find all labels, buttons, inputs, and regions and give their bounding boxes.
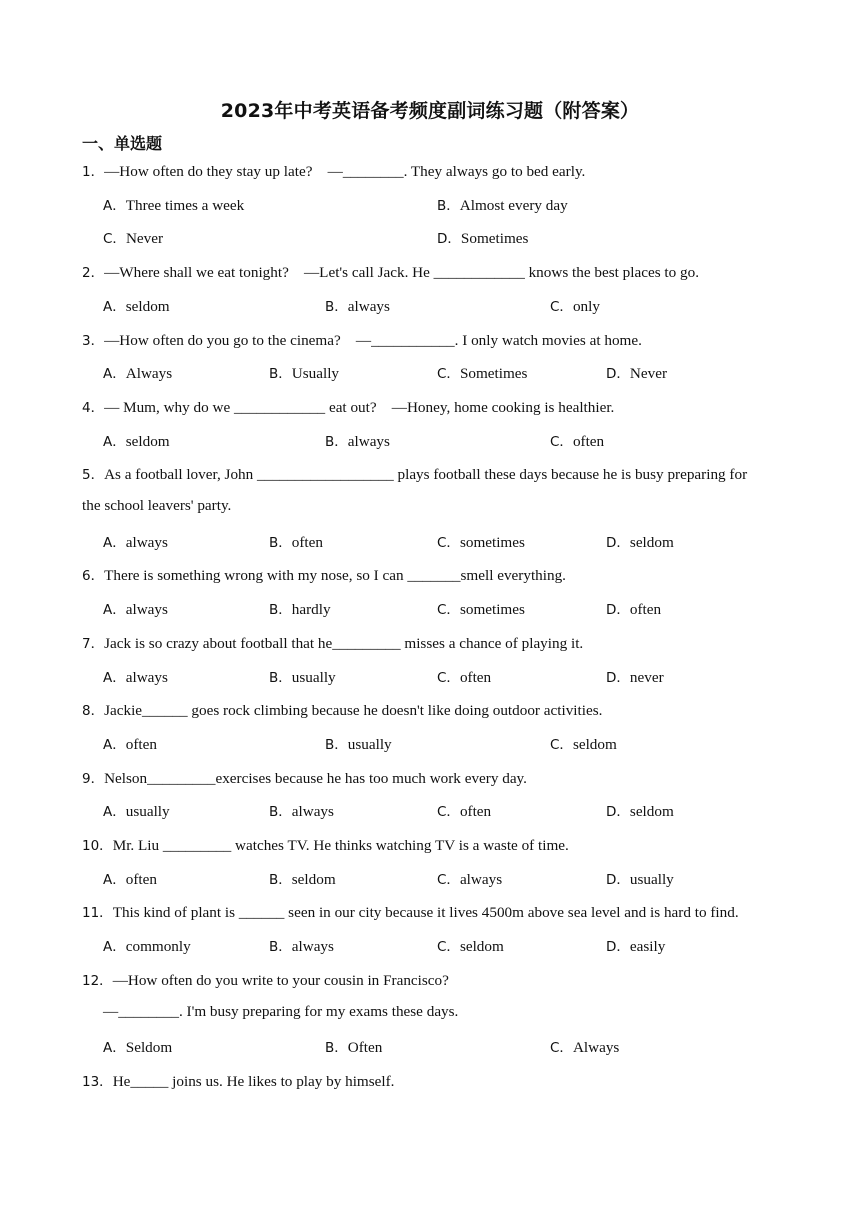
option-letter: B． (437, 197, 460, 214)
answer-option (103, 295, 170, 316)
option-text: hardly (291, 601, 331, 619)
answer-option (325, 1036, 382, 1057)
option-text: always (291, 803, 334, 821)
option-text: Seldom (125, 1039, 173, 1057)
answer-option (437, 868, 502, 889)
option-letter: A． (103, 366, 126, 383)
option-text: often (125, 735, 157, 753)
option-row (103, 194, 803, 214)
option-letter: D． (606, 939, 630, 956)
option-row (103, 800, 803, 820)
section-heading: 一、单选题 (82, 134, 163, 153)
option-text: always (125, 533, 168, 551)
question-text: Jack is so crazy about football that he_________ misses a chance of playing it. (104, 634, 584, 652)
option-letter: B． (269, 939, 292, 956)
question-number: 6． (82, 568, 105, 585)
answer-option (437, 666, 491, 687)
option-row (103, 430, 803, 450)
question-text: Nelson_________exercises because he has too much work every day. (104, 769, 527, 787)
question-text-continued: —________. I'm busy preparing for my exams these days. (103, 1002, 459, 1020)
question-text: —Where shall we eat tonight? —Let's call Jack. He ____________ knows the best places to go. (104, 264, 699, 282)
option-letter: A． (103, 197, 126, 214)
option-text: seldom (125, 432, 170, 450)
answer-option (269, 531, 323, 552)
question-number: 11． (82, 905, 113, 922)
question-number: 8． (82, 703, 105, 720)
question-text: Jackie______ goes rock climbing because he doesn't like doing outdoor activities. (104, 702, 603, 720)
answer-option (437, 362, 527, 383)
option-text: seldom (572, 735, 617, 753)
option-letter: B． (325, 433, 348, 450)
option-letter: C． (550, 298, 573, 315)
question-stem (82, 699, 602, 720)
question-stem (82, 969, 449, 990)
option-letter: D． (606, 534, 630, 551)
option-letter: D． (606, 804, 630, 821)
answer-option (103, 666, 168, 687)
answer-option (269, 362, 339, 383)
question-number: 3． (82, 332, 105, 349)
option-text: sometimes (459, 533, 525, 551)
option-text: often (629, 601, 662, 619)
option-letter: C． (437, 669, 460, 686)
question-stem (82, 564, 566, 585)
answer-option (269, 666, 336, 687)
option-letter: C． (550, 433, 573, 450)
option-letter: A． (103, 433, 126, 450)
answer-option (437, 935, 504, 956)
option-row (103, 868, 803, 888)
question-number: 4． (82, 399, 105, 416)
answer-option (269, 935, 334, 956)
option-text: often (572, 432, 605, 450)
option-letter: A． (103, 298, 126, 315)
option-text: always (459, 870, 503, 888)
question-stem (82, 261, 699, 282)
option-text: usually (629, 870, 674, 888)
answer-option (550, 733, 617, 754)
option-row (103, 227, 803, 247)
option-row (103, 295, 803, 315)
answer-option (550, 1036, 619, 1057)
option-letter: C． (550, 736, 573, 753)
answer-option (103, 531, 168, 552)
answer-option (325, 430, 390, 451)
option-row (103, 531, 803, 551)
question-text: As a football lover, John __________________ plays football these days because he is busy preparing for (104, 466, 748, 484)
option-letter: A． (103, 1040, 126, 1057)
option-text: often (459, 668, 492, 686)
option-text: Always (125, 365, 173, 383)
option-text: always (347, 432, 390, 450)
option-letter: B． (325, 1040, 348, 1057)
option-text: often (125, 870, 157, 888)
option-text: seldom (125, 297, 170, 315)
option-text: Sometimes (460, 230, 529, 248)
question-text: —How often do they stay up late? —________. They always go to bed early. (104, 163, 586, 180)
option-text: Usually (291, 365, 340, 383)
answer-option (103, 868, 157, 889)
option-text: Never (125, 230, 164, 248)
option-text: usually (347, 735, 392, 753)
answer-option (269, 800, 334, 821)
answer-option (103, 598, 168, 619)
question-text: Mr. Liu _________ watches TV. He thinks watching TV is a waste of time. (112, 837, 569, 854)
question-number: 12． (82, 972, 113, 989)
option-text: easily (629, 938, 666, 956)
question-text: —How often do you write to your cousin in Francisco? (112, 971, 449, 989)
option-letter: C． (437, 602, 460, 619)
option-text: seldom (459, 938, 504, 956)
option-letter: A． (103, 534, 126, 551)
option-letter: C． (437, 366, 460, 383)
option-letter: D． (606, 366, 630, 383)
option-letter: A． (103, 804, 126, 821)
option-text: always (291, 938, 334, 956)
option-letter: D． (606, 669, 630, 686)
option-text: usually (291, 668, 336, 686)
question-stem (82, 901, 739, 922)
answer-option (103, 935, 191, 956)
option-text: Sometimes (459, 365, 528, 383)
question-text: He_____ joins us. He likes to play by himself. (112, 1072, 395, 1090)
question-text: This kind of plant is ______ seen in our city because it lives 4500m above sea level and is hard to find. (112, 904, 739, 922)
option-text: often (291, 533, 323, 551)
question-stem (82, 767, 527, 788)
option-text: seldom (629, 803, 674, 821)
answer-option (437, 227, 528, 248)
option-text: Often (347, 1039, 383, 1057)
option-text: sometimes (459, 601, 525, 619)
question-stem (82, 463, 747, 484)
option-letter: A． (103, 871, 126, 888)
answer-option (606, 935, 665, 956)
answer-option (606, 666, 664, 687)
answer-option (103, 227, 163, 248)
option-letter: A． (103, 669, 126, 686)
answer-option (103, 800, 170, 821)
option-letter: C． (437, 939, 460, 956)
option-letter: C． (437, 804, 460, 821)
option-letter: B． (269, 871, 292, 888)
option-text: only (572, 297, 600, 315)
answer-option (437, 194, 568, 215)
question-number: 13． (82, 1073, 113, 1090)
option-text: often (459, 803, 492, 821)
page-title: 2023年中考英语备考频度副词练习题（附答案） (220, 100, 640, 122)
option-letter: C． (437, 534, 460, 551)
answer-option (606, 531, 674, 552)
answer-option (103, 362, 172, 383)
question-number: 1． (82, 164, 105, 180)
answer-option (103, 430, 170, 451)
option-text: always (347, 297, 390, 315)
question-number: 10． (82, 838, 113, 854)
answer-option (550, 430, 604, 451)
option-row (103, 1036, 803, 1056)
option-letter: B． (269, 534, 292, 551)
answer-option (103, 194, 244, 215)
option-letter: B． (269, 366, 292, 383)
answer-option (606, 868, 674, 889)
answer-option (325, 295, 390, 316)
question-text-continued: the school leavers' party. (82, 497, 232, 514)
option-letter: B． (325, 298, 348, 315)
option-text: Always (572, 1039, 620, 1057)
option-row (103, 598, 803, 618)
option-text: always (125, 601, 168, 619)
option-row (103, 666, 803, 686)
option-text: Almost every day (459, 196, 568, 214)
option-letter: C． (550, 1040, 573, 1057)
option-letter: B． (269, 602, 292, 619)
option-letter: B． (269, 804, 292, 821)
question-number: 5． (82, 467, 105, 484)
question-stem (82, 329, 642, 350)
question-text: There is something wrong with my nose, so I can _______smell everything. (104, 567, 566, 585)
answer-option (606, 598, 661, 619)
option-row (103, 733, 803, 753)
option-row (103, 362, 803, 382)
question-stem (82, 834, 569, 855)
answer-option (437, 800, 491, 821)
option-text: Three times a week (125, 196, 245, 214)
option-letter: A． (103, 602, 126, 619)
answer-option (103, 1036, 172, 1057)
question-stem (82, 396, 614, 417)
option-text: Never (629, 365, 668, 383)
option-letter: A． (103, 736, 126, 753)
question-number: 2． (82, 265, 105, 282)
question-text: —How often do you go to the cinema? —___________. I only watch movies at home. (104, 331, 642, 349)
option-row (103, 935, 803, 955)
option-letter: C． (103, 231, 126, 248)
answer-option (437, 531, 525, 552)
answer-option (550, 295, 600, 316)
question-text: — Mum, why do we ____________ eat out? —Honey, home cooking is healthier. (104, 398, 615, 416)
option-text: usually (125, 803, 170, 821)
question-stem (82, 160, 585, 181)
question-stem (82, 632, 583, 653)
option-text: always (125, 668, 168, 686)
option-letter: D． (606, 602, 630, 619)
option-letter: D． (437, 231, 461, 248)
option-text: never (629, 668, 664, 686)
option-letter: B． (325, 736, 348, 753)
option-text: seldom (291, 870, 336, 888)
answer-option (269, 868, 336, 889)
answer-option (103, 733, 157, 754)
option-letter: D． (606, 871, 630, 888)
option-letter: A． (103, 939, 126, 956)
answer-option (606, 800, 674, 821)
option-text: commonly (125, 938, 191, 956)
option-letter: B． (269, 669, 292, 686)
option-text: seldom (629, 533, 674, 551)
answer-option (269, 598, 331, 619)
answer-option (437, 598, 525, 619)
question-stem (82, 1070, 394, 1091)
question-number: 7． (82, 635, 105, 652)
question-number: 9． (82, 770, 105, 787)
answer-option (325, 733, 392, 754)
answer-option (606, 362, 667, 383)
option-letter: C． (437, 871, 460, 888)
